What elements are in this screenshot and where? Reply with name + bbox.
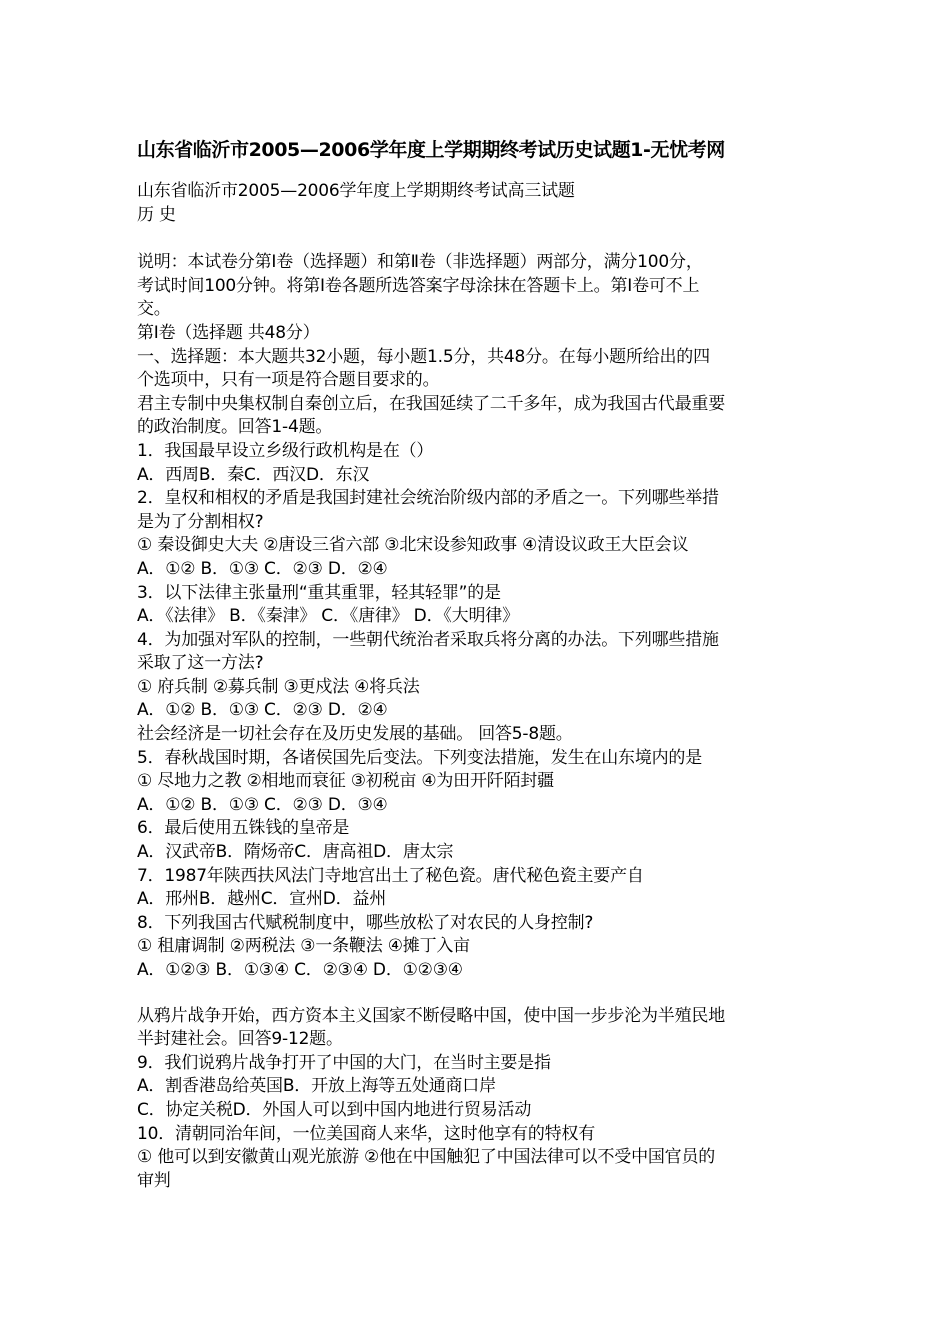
text-line: 第Ⅰ卷（选择题 共48分） bbox=[137, 322, 320, 343]
text-line: 社会经济是一切社会存在及历史发展的基础。 回答5-8题。 bbox=[137, 724, 573, 745]
text-line: 10．清朝同治年间，一位美国商人来华，这时他享有的特权有 bbox=[137, 1123, 596, 1144]
text-line: 个选项中，只有一项是符合题目要求的。 bbox=[137, 370, 440, 391]
text-line: 5．春秋战国时期，各诸侯国先后变法。下列变法措施，发生在山东境内的是 bbox=[137, 747, 703, 768]
text-line: A．①② B．①③ C．②③ D．②④ bbox=[137, 700, 388, 721]
text-line: 的政治制度。回答1-4题。 bbox=[137, 417, 333, 438]
text-line: A．邢州B．越州C．宣州D．益州 bbox=[137, 889, 387, 910]
text-line: 是为了分割相权? bbox=[137, 511, 264, 532]
text-line: 6．最后使用五铢钱的皇帝是 bbox=[137, 818, 350, 839]
text-line: A．①② B．①③ C．②③ D．②④ bbox=[137, 558, 388, 579]
text-line: ① 租庸调制 ②两税法 ③一条鞭法 ④摊丁入亩 bbox=[137, 936, 470, 957]
text-line: A．西周B．秦C．西汉D．东汉 bbox=[137, 464, 370, 485]
exam-subject: 历 史 bbox=[137, 204, 176, 225]
text-line: ① 府兵制 ②募兵制 ③更戍法 ④将兵法 bbox=[137, 676, 420, 697]
document-page bbox=[137, 128, 827, 1193]
question-group-2 bbox=[137, 723, 827, 983]
text-line: A．汉武帝B．隋炀帝C．唐高祖D．唐太宗 bbox=[137, 842, 454, 863]
text-line: 审判 bbox=[137, 1170, 171, 1191]
text-line: 1．我国最早设立乡级行政机构是在（） bbox=[137, 440, 434, 461]
text-line: 君主专制中央集权制自秦创立后，在我国延续了二千多年，成为我国古代最重要 bbox=[137, 393, 725, 414]
text-line: 9．我们说鸦片战争打开了中国的大门，在当时主要是指 bbox=[137, 1052, 551, 1073]
text-line: 一、选择题：本大题共32小题，每小题1.5分，共48分。在每小题所给出的四 bbox=[137, 346, 710, 367]
text-line: 半封建社会。回答9-12题。 bbox=[137, 1029, 343, 1050]
text-line: 7．1987年陕西扶风法门寺地宫出土了秘色瓷。唐代秘色瓷主要产自 bbox=[137, 865, 644, 886]
text-line: ① 他可以到安徽黄山观光旅游 ②他在中国触犯了中国法律可以不受中国官员的 bbox=[137, 1147, 716, 1168]
text-line: C．协定关税D．外国人可以到中国内地进行贸易活动 bbox=[137, 1099, 532, 1120]
text-line: ① 尽地力之教 ②相地而衰征 ③初税亩 ④为田开阡陌封疆 bbox=[137, 771, 554, 792]
instructions-block bbox=[137, 251, 827, 393]
text-line: 8．下列我国古代赋税制度中，哪些放松了对农民的人身控制? bbox=[137, 912, 594, 933]
text-line: 从鸦片战争开始，西方资本主义国家不断侵略中国，使中国一步步沦为半殖民地 bbox=[137, 1005, 725, 1026]
text-line: 4．为加强对军队的控制，一些朝代统治者采取兵将分离的办法。下列哪些措施 bbox=[137, 629, 719, 650]
exam-name: 山东省临沂市2005—2006学年度上学期期终考试高三试题 bbox=[137, 181, 575, 201]
question-group-3 bbox=[137, 1005, 827, 1194]
text-line: 采取了这一方法? bbox=[137, 653, 264, 674]
text-line: 考试时间100分钟。将第Ⅰ卷各题所选答案字母涂抹在答题卡上。第Ⅰ卷可不上 bbox=[137, 275, 700, 296]
exam-header bbox=[137, 180, 827, 227]
text-line: A．割香港岛给英国B．开放上海等五处通商口岸 bbox=[137, 1076, 496, 1097]
text-line: ① 秦设御史大夫 ②唐设三省六部 ③北宋设参知政事 ④清设议政王大臣会议 bbox=[137, 535, 689, 556]
text-line: 交。 bbox=[137, 299, 171, 320]
question-group-1 bbox=[137, 393, 827, 723]
text-line: 2．皇权和相权的矛盾是我国封建社会统治阶级内部的矛盾之一。下列哪些举措 bbox=[137, 488, 719, 509]
text-line: A．①② B．①③ C．②③ D．③④ bbox=[137, 794, 388, 815]
text-line: 3．以下法律主张量刑“重其重罪，轻其轻罪”的是 bbox=[137, 582, 501, 603]
text-line: 说明：本试卷分第Ⅰ卷（选择题）和第Ⅱ卷（非选择题）两部分，满分100分， bbox=[137, 252, 703, 273]
text-line: A．①②③ B．①③④ C．②③④ D．①②③④ bbox=[137, 960, 463, 980]
document-title: 山东省临沂市2005—2006学年度上学期期终考试历史试题1-无忧考网 bbox=[137, 139, 725, 161]
text-line: A．《法律》 B．《秦津》 C．《唐律》 D．《大明律》 bbox=[137, 606, 519, 627]
